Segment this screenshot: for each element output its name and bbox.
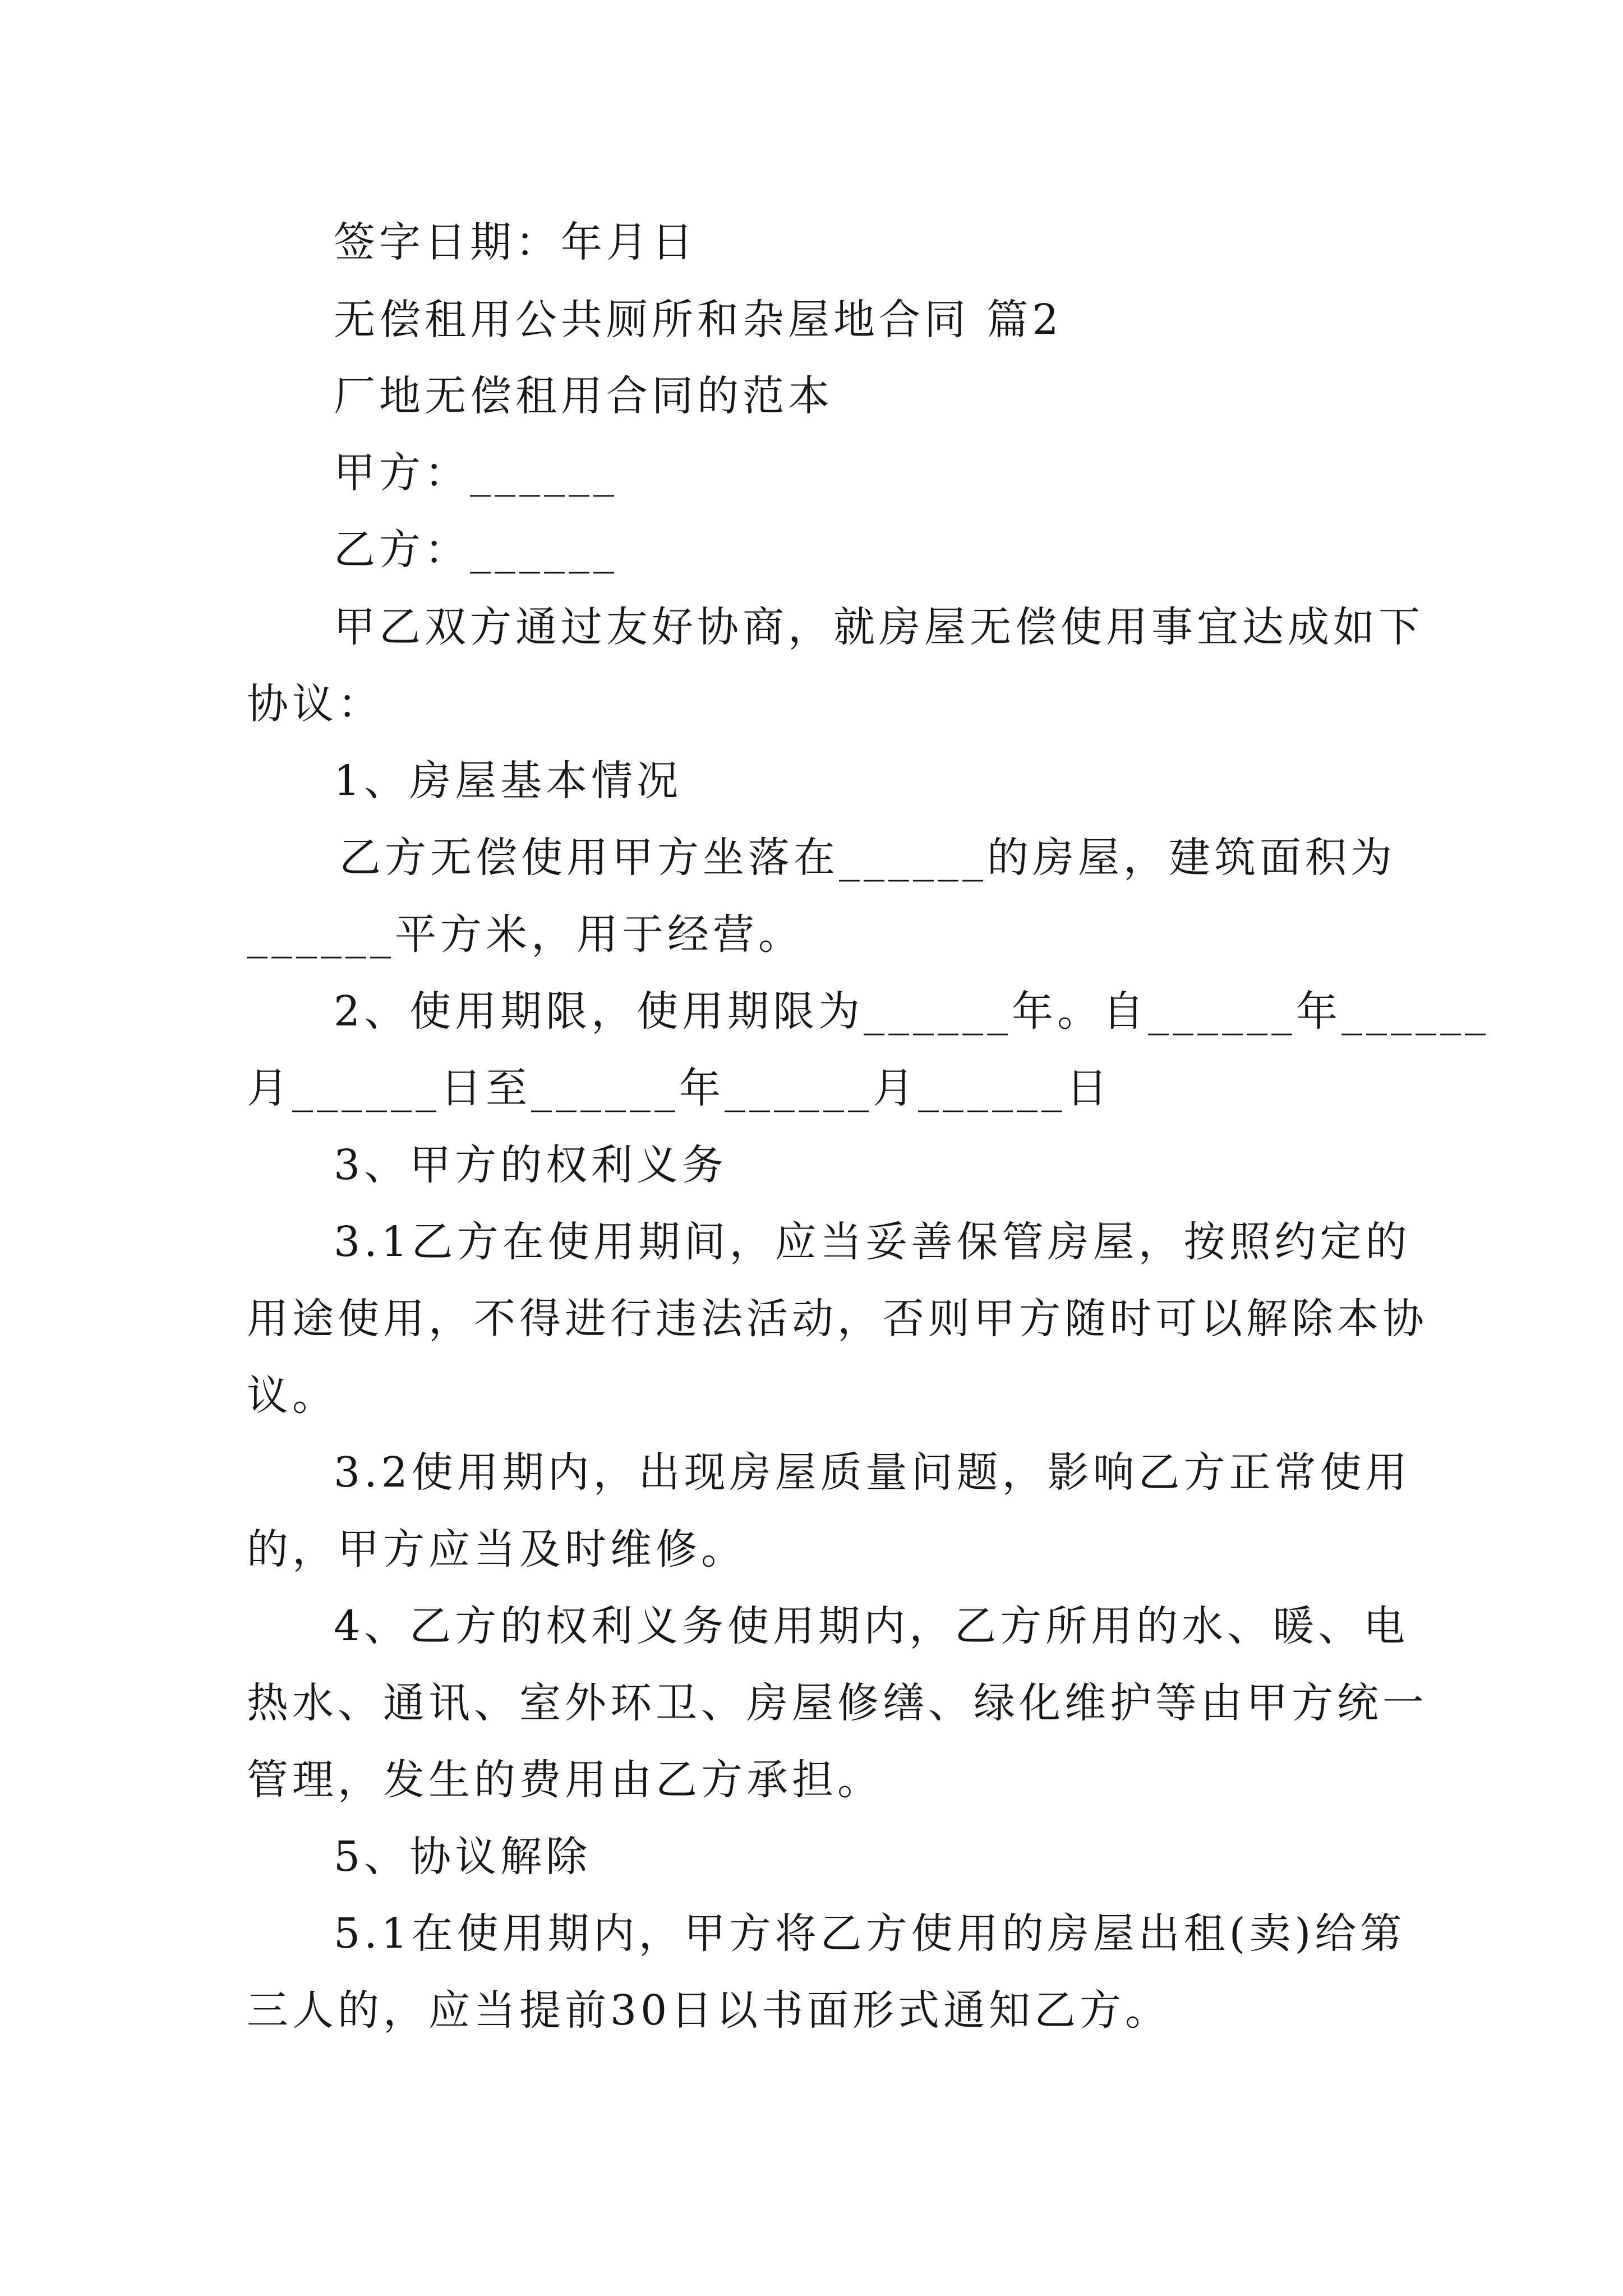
party-a-line: 甲方：______: [334, 449, 618, 497]
clause-5-heading: 5、协议解除: [334, 1833, 592, 1881]
clause-1-text-line-1: 乙方无偿使用甲方坐落在______的房屋，建筑面积为: [339, 834, 1396, 882]
preamble-line-1: 甲乙双方通过友好协商，就房屋无偿使用事宜达成如下: [334, 603, 1424, 651]
party-b-line: 乙方：______: [334, 526, 618, 574]
preamble-line-2: 协议：: [247, 680, 383, 728]
clause-5-1-line-1: 5.1在使用期内，甲方将乙方使用的房屋出租(卖)给第: [334, 1910, 1406, 1958]
clause-4-line-2: 热水、通讯、室外环卫、房屋修缮、绿化维护等由甲方统一: [247, 1679, 1428, 1727]
clause-2-line-1: 2、使用期限，使用期限为______年。自______年______: [334, 987, 1490, 1036]
clause-5-1-line-2: 三人的，应当提前30日以书面形式通知乙方。: [247, 1986, 1171, 2035]
clause-4-line-1: 4、乙方的权利义务使用期内，乙方所用的水、暖、电: [334, 1602, 1409, 1650]
clause-3-1-line-3: 议。: [247, 1372, 338, 1420]
clause-2-line-2: 月______日至______年______月______日: [247, 1064, 1112, 1112]
contract-title: 厂地无偿租用合同的范本: [334, 372, 833, 420]
clause-4-line-3: 管理，发生的费用由乙方承担。: [247, 1756, 883, 1804]
clause-1-heading: 1、房屋基本情况: [334, 757, 683, 805]
clause-3-heading: 3、甲方的权利义务: [334, 1141, 728, 1189]
clause-3-2-line-2: 的，甲方应当及时维修。: [247, 1525, 746, 1573]
clause-3-1-line-1: 3.1乙方在使用期间，应当妥善保管房屋，按照约定的: [334, 1218, 1411, 1266]
clause-1-text-line-2: ______平方米，用于经营。: [247, 910, 804, 959]
clause-3-1-line-2: 用途使用，不得进行违法活动，否则甲方随时可以解除本协: [247, 1295, 1428, 1343]
signature-date-line: 签字日期：年月日: [334, 218, 697, 266]
clause-3-2-line-1: 3.2使用期内，出现房屋质量问题，影响乙方正常使用: [334, 1448, 1411, 1497]
contract-section-title: 无偿租用公共厕所和杂屋地合同 篇2: [334, 296, 1063, 344]
